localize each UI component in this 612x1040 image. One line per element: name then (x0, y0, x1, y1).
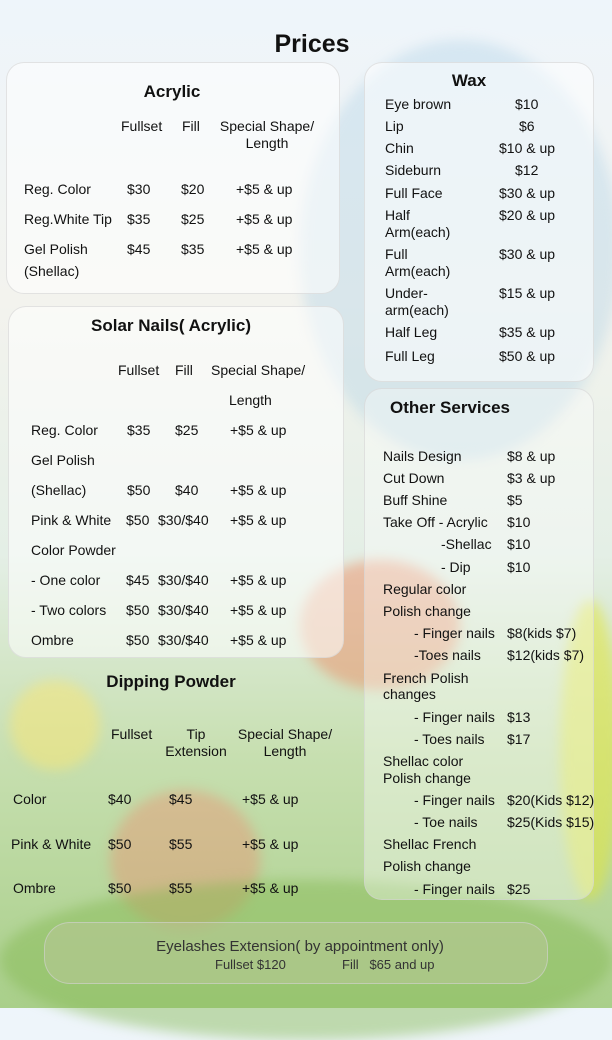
other-item-name: - Finger nails (414, 792, 495, 808)
solar-row-fill: $25 (175, 422, 199, 438)
wax-row-name: Under-arm(each) (385, 285, 449, 318)
wax-row-name: Lip (385, 118, 404, 134)
other-item-name: Buff Shine (383, 492, 448, 508)
wax-row-name: Half Arm(each) (385, 207, 451, 240)
eyelash-title: Eyelashes Extension( by appointment only) (156, 938, 444, 955)
dipping-row-special: +$5 & up (242, 880, 299, 896)
acrylic-row-special: +$5 & up (236, 211, 293, 227)
acrylic-row-special: +$5 & up (236, 181, 293, 197)
other-item-name: Cut Down (383, 470, 445, 486)
other-item-price: $8(kids $7) (507, 625, 577, 641)
other-item-price: $12(kids $7) (507, 647, 585, 663)
acrylic-row-fullset: $45 (127, 241, 151, 257)
wax-row-name: Full Face (385, 185, 443, 201)
acrylic-row-fullset: $30 (127, 181, 151, 197)
dipping-row-tip: $55 (169, 836, 193, 852)
wax-row-name: Full Arm(each) (385, 246, 451, 279)
other-item-name: - Finger nails (414, 625, 495, 641)
solar-row-special: +$5 & up (230, 602, 287, 618)
other-item-name: -Shellac (441, 536, 492, 552)
solar-col-special: Special Shape/ (211, 362, 306, 378)
other-item-name: - Toes nails (414, 731, 485, 747)
other-item-price: $20(Kids $12) (507, 792, 595, 808)
other-item-price: $13 (507, 709, 531, 725)
other-item-name: Shellac French (383, 836, 477, 852)
solar-col-fullset: Fullset (118, 362, 160, 378)
solar-row-name: - Two colors (31, 602, 107, 618)
other-item-price: $8 & up (507, 448, 556, 464)
solar-row-name: Color Powder (31, 542, 116, 558)
other-item-name: - Finger nails (414, 881, 495, 897)
acrylic-row-fill: $35 (181, 241, 205, 257)
solar-row-fullset: $50 (126, 512, 150, 528)
wax-row-price: $50 & up (499, 348, 556, 364)
acrylic-row-fill: $20 (181, 181, 205, 197)
wax-row-price: $15 & up (499, 285, 556, 301)
background-flower-yellow (10, 680, 100, 770)
dipping-row-fullset: $40 (108, 791, 132, 807)
dipping-row-name: Color (13, 791, 47, 807)
acrylic-col-fullset: Fullset (121, 118, 163, 134)
dipping-row-name: Ombre (13, 880, 56, 896)
wax-row-price: $10 & up (499, 140, 556, 156)
solar-row-special: +$5 & up (230, 512, 287, 528)
solar-row-special: +$5 & up (230, 632, 287, 648)
other-item-name: Take Off - Acrylic (383, 514, 488, 530)
other-item-price: $25(Kids $15) (507, 814, 595, 830)
solar-row-name: Gel Polish (31, 452, 95, 468)
solar-row-fullset: $35 (127, 422, 151, 438)
solar-row-special: +$5 & up (230, 422, 287, 438)
acrylic-row-fullset: $35 (127, 211, 151, 227)
solar-row-special: +$5 & up (230, 482, 287, 498)
acrylic-row-name: Gel Polish (24, 241, 88, 257)
dipping-row-tip: $55 (169, 880, 193, 896)
wax-row-name: Full Leg (385, 348, 435, 364)
acrylic-col-special: Special Shape/ Length (219, 118, 315, 151)
dipping-row-tip: $45 (169, 791, 193, 807)
other-item-name: Polish change (383, 603, 471, 619)
wax-row-name: Eye brown (385, 96, 452, 112)
wax-row-price: $10 (515, 96, 539, 112)
other-item-name: - Toe nails (414, 814, 478, 830)
solar-row-fullset: $50 (127, 482, 151, 498)
solar-row-fullset: $45 (126, 572, 150, 588)
wax-row-price: $6 (519, 118, 535, 134)
acrylic-row-special: +$5 & up (236, 241, 293, 257)
wax-row-price: $35 & up (499, 324, 556, 340)
dipping-heading: Dipping Powder (106, 672, 236, 691)
solar-row-name: Ombre (31, 632, 74, 648)
other-item-price: $10 (507, 559, 531, 575)
wax-row-name: Half Leg (385, 324, 438, 340)
solar-row-fill: $30/$40 (158, 602, 209, 618)
solar-col-fill: Fill (175, 362, 193, 378)
dipping-row-special: +$5 & up (242, 836, 299, 852)
other-item-name: - Dip (441, 559, 471, 575)
acrylic-col-fill: Fill (182, 118, 200, 134)
wax-row-name: Chin (385, 140, 414, 156)
dipping-col-special: Special Shape/ Length (237, 726, 333, 759)
solar-row-name: Reg. Color (31, 422, 98, 438)
other-services-heading: Other Services (390, 398, 511, 417)
solar-row-name: Pink & White (31, 512, 112, 528)
other-item-price: $5 (507, 492, 523, 508)
other-item-name: Regular color (383, 581, 467, 597)
wax-row-price: $20 & up (499, 207, 556, 223)
acrylic-row-name-sub: (Shellac) (24, 263, 80, 279)
wax-row-price: $30 & up (499, 185, 556, 201)
wax-heading: Wax (451, 71, 487, 90)
solar-row-fill: $40 (175, 482, 199, 498)
dipping-row-fullset: $50 (108, 880, 132, 896)
dipping-row-fullset: $50 (108, 836, 132, 852)
solar-row-name: - One color (31, 572, 101, 588)
other-item-name: Shellac color Polish change (383, 753, 471, 786)
acrylic-row-name: Reg. Color (24, 181, 91, 197)
other-item-price: $17 (507, 731, 531, 747)
other-item-price: $3 & up (507, 470, 556, 486)
other-item-name: French Polish changes (383, 670, 469, 702)
eyelash-fill: Fill $65 and up (342, 957, 435, 972)
wax-row-price: $12 (515, 162, 539, 178)
solar-col-special-2: Length (229, 392, 272, 408)
solar-row-name: (Shellac) (31, 482, 87, 498)
wax-row-price: $30 & up (499, 246, 556, 262)
dipping-row-name: Pink & White (11, 836, 92, 852)
other-item-name: -Toes nails (414, 647, 481, 663)
solar-row-fill: $30/$40 (158, 632, 209, 648)
other-item-price: $25 (507, 881, 531, 897)
other-item-name: Nails Design (383, 448, 462, 464)
other-item-price: $10 (507, 514, 531, 530)
dipping-col-fullset: Fullset (111, 726, 153, 742)
solar-heading: Solar Nails( Acrylic) (91, 316, 251, 335)
eyelash-fullset: Fullset $120 (215, 957, 286, 972)
solar-row-fullset: $50 (126, 602, 150, 618)
dipping-col-tip: Tip Extension (165, 726, 227, 759)
acrylic-heading: Acrylic (143, 82, 201, 101)
acrylic-row-name: Reg.White Tip (24, 211, 112, 227)
solar-row-fill: $30/$40 (158, 512, 209, 528)
wax-row-name: Sideburn (385, 162, 442, 178)
other-item-price: $10 (507, 536, 531, 552)
solar-row-special: +$5 & up (230, 572, 287, 588)
dipping-row-special: +$5 & up (242, 791, 299, 807)
solar-row-fill: $30/$40 (158, 572, 209, 588)
acrylic-row-fill: $25 (181, 211, 205, 227)
other-item-name: - Finger nails (414, 709, 495, 725)
page-title: Prices (274, 30, 350, 58)
other-item-name: Polish change (383, 858, 471, 874)
solar-row-fullset: $50 (126, 632, 150, 648)
